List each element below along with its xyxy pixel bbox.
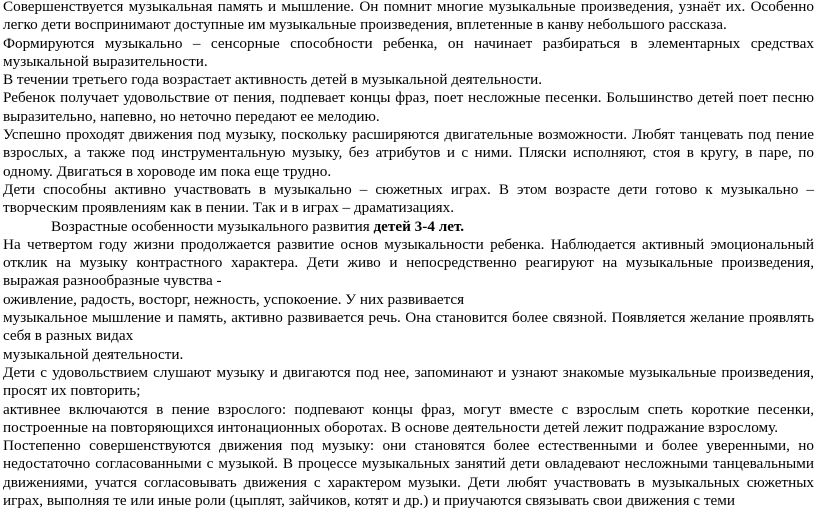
paragraph-movement: Успешно проходят движения под музыку, поскольку расширяются двигательные возможности. Любят танцевать под пение взрослых, а также под инструментальную музыку, без атрибутов и с ними. Пляски исполняют, стоя в кругу, в паре, по одному. Двигаться в хороводе им пока еще трудно. bbox=[3, 126, 814, 180]
paragraph-dance: Постепенно совершенствуются движения под музыку: они становятся более естественными и более уверенными, но недостаточно согласованными с музыкой. В процессе музыкальных занятий дети овладевают несложными танцевальными движениями, учатся согласовывать движения с характером музыки. Дети любят участвовать в музыкальных сюжетных играх, выполняя те или иные роли (цыплят, зайчиков, котят и др.) и приучаются связывать свои движения с теми bbox=[3, 437, 814, 510]
paragraph-musical-activity: музыкальной деятельности. bbox=[3, 345, 184, 363]
paragraph-emotions: оживление, радость, восторг, нежность, успокоение. У них развивается bbox=[3, 290, 465, 308]
paragraph-sing-along: активнее включаются в пение взрослого: подпевают концы фраз, могут вместе с взрослым спеть короткие песенки, построенные на повторяющихся интонационных оборотах. В основе деятельности детей лежит подражание взрослому. bbox=[3, 400, 814, 436]
paragraph-singing: Ребенок получает удовольствие от пения, подпевает концы фраз, поет несложные песенки. Большинство детей поет песню выразительно, напевно, но неточно передают ее мелодию. bbox=[3, 89, 814, 125]
paragraph-sensory: Формируются музыкально – сенсорные способности ребенка, он начинает разбираться в элементарных средствах музыкальной выразительности. bbox=[3, 34, 814, 70]
document-body bbox=[3, 0, 814, 510]
paragraph-memory: Совершенствуется музыкальная память и мышление. Он помнит многие музыкальные произведения, узнаёт их. Особенно легко дети воспринимают доступные им музыкальные произведения, вплетенные в канву небольшого рассказа. bbox=[3, 0, 814, 34]
paragraph-thinking: музыкальное мышление и память, активно развивается речь. Она становится более связной. Появляется желание проявлять себя в разных видах bbox=[3, 309, 814, 345]
paragraph-games: Дети способны активно участвовать в музыкально – сюжетных играх. В этом возрасте дети готово к музыкально – творческим проявлениям как в пении. Так и в играх – драматизациях. bbox=[3, 180, 814, 217]
paragraph-fourth-year: На четвертом году жизни продолжается развитие основ музыкальности ребенка. Наблюдается активный эмоциональный отклик на музыку контрастного характера. Дети живо и непосредственно реагируют на музыкальные произведения, выражая разнообразные чувства - bbox=[3, 235, 814, 290]
paragraph-listening: Дети с удовольствием слушают музыку и двигаются под нее, запоминают и узнают знакомые музыкальные произведения, просят их повторить; bbox=[3, 363, 814, 400]
heading-bold-age: детей 3-4 лет. bbox=[373, 217, 465, 235]
paragraph-activity: В течении третьего года возрастает активность детей в музыкальной деятельности. bbox=[3, 71, 543, 89]
heading-text: Возрастные особенности музыкального развития bbox=[51, 217, 374, 235]
section-heading bbox=[3, 218, 814, 236]
